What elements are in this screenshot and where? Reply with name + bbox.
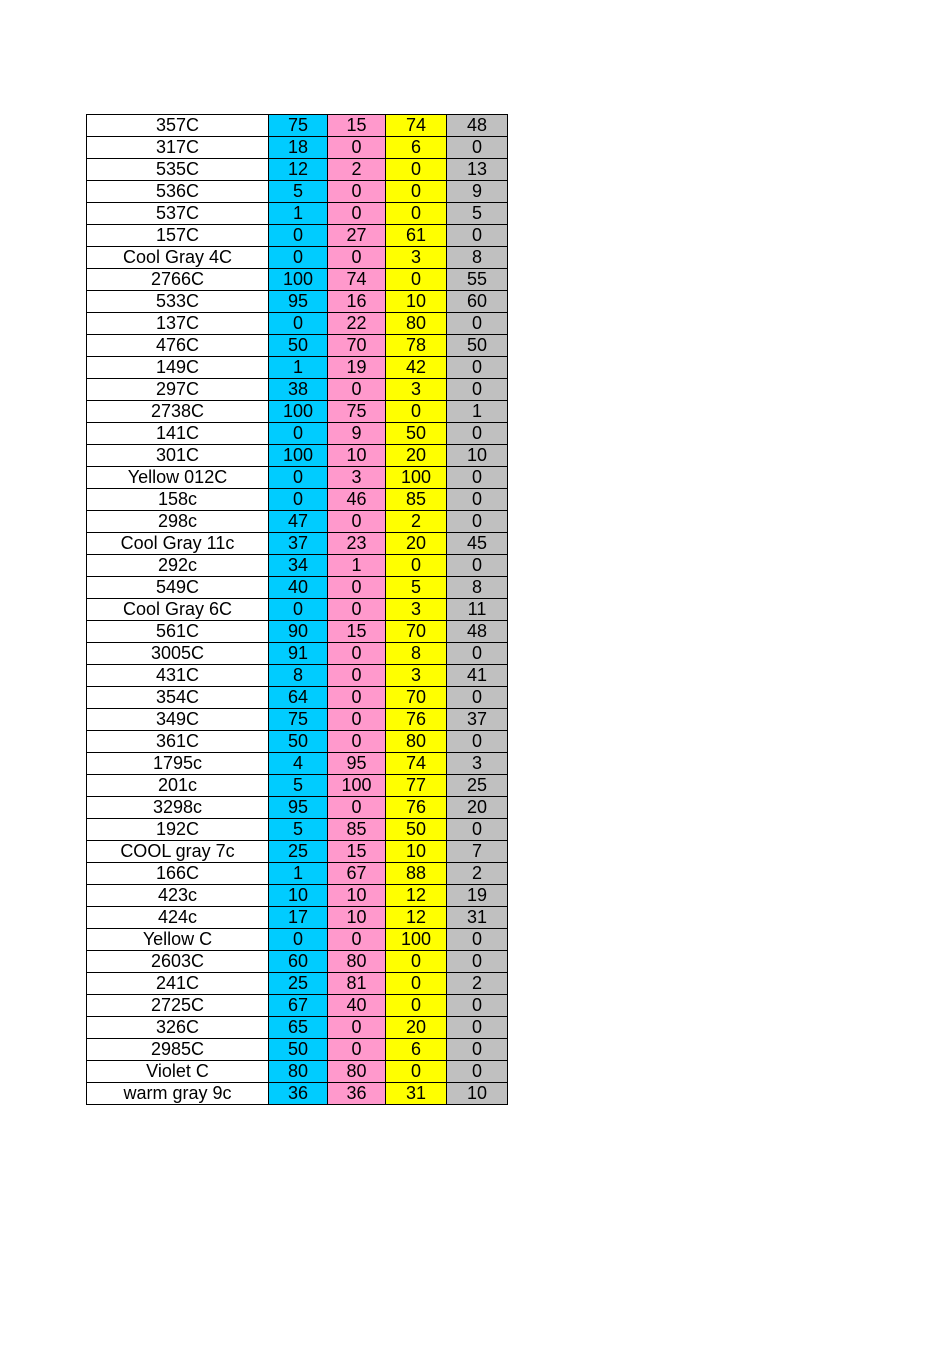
magenta-value-cell: 0 bbox=[328, 1017, 386, 1039]
table-row bbox=[87, 269, 508, 291]
cyan-value-cell: 95 bbox=[269, 291, 328, 313]
yellow-value-cell: 20 bbox=[386, 533, 447, 555]
table-row bbox=[87, 511, 508, 533]
color-name-cell: 301C bbox=[87, 445, 269, 467]
yellow-value-cell: 3 bbox=[386, 247, 447, 269]
magenta-value-cell: 80 bbox=[328, 951, 386, 973]
color-name-cell: 1795c bbox=[87, 753, 269, 775]
table-row bbox=[87, 533, 508, 555]
color-name-cell: 536C bbox=[87, 181, 269, 203]
yellow-value-cell: 12 bbox=[386, 907, 447, 929]
table-row bbox=[87, 137, 508, 159]
cyan-value-cell: 4 bbox=[269, 753, 328, 775]
magenta-value-cell: 40 bbox=[328, 995, 386, 1017]
yellow-value-cell: 100 bbox=[386, 929, 447, 951]
yellow-value-cell: 80 bbox=[386, 731, 447, 753]
table-row bbox=[87, 731, 508, 753]
table-row bbox=[87, 775, 508, 797]
yellow-value-cell: 50 bbox=[386, 423, 447, 445]
cyan-value-cell: 65 bbox=[269, 1017, 328, 1039]
black-value-cell: 0 bbox=[447, 1017, 508, 1039]
black-value-cell: 0 bbox=[447, 137, 508, 159]
black-value-cell: 10 bbox=[447, 1083, 508, 1105]
magenta-value-cell: 67 bbox=[328, 863, 386, 885]
black-value-cell: 41 bbox=[447, 665, 508, 687]
cyan-value-cell: 36 bbox=[269, 1083, 328, 1105]
table-row bbox=[87, 709, 508, 731]
black-value-cell: 0 bbox=[447, 225, 508, 247]
pantone-cmyk-table bbox=[86, 114, 508, 1105]
black-value-cell: 0 bbox=[447, 379, 508, 401]
cyan-value-cell: 50 bbox=[269, 335, 328, 357]
magenta-value-cell: 23 bbox=[328, 533, 386, 555]
color-name-cell: 326C bbox=[87, 1017, 269, 1039]
color-name-cell: warm gray 9c bbox=[87, 1083, 269, 1105]
table-row bbox=[87, 313, 508, 335]
yellow-value-cell: 2 bbox=[386, 511, 447, 533]
color-name-cell: 476C bbox=[87, 335, 269, 357]
table-row bbox=[87, 885, 508, 907]
yellow-value-cell: 31 bbox=[386, 1083, 447, 1105]
table-row bbox=[87, 357, 508, 379]
magenta-value-cell: 15 bbox=[328, 115, 386, 137]
magenta-value-cell: 74 bbox=[328, 269, 386, 291]
magenta-value-cell: 70 bbox=[328, 335, 386, 357]
black-value-cell: 0 bbox=[447, 357, 508, 379]
cyan-value-cell: 0 bbox=[269, 423, 328, 445]
yellow-value-cell: 3 bbox=[386, 379, 447, 401]
color-name-cell: 537C bbox=[87, 203, 269, 225]
color-name-cell: 354C bbox=[87, 687, 269, 709]
cyan-value-cell: 34 bbox=[269, 555, 328, 577]
table-row bbox=[87, 203, 508, 225]
color-name-cell: 423c bbox=[87, 885, 269, 907]
color-name-cell: 292c bbox=[87, 555, 269, 577]
cyan-value-cell: 1 bbox=[269, 863, 328, 885]
table-row bbox=[87, 401, 508, 423]
magenta-value-cell: 0 bbox=[328, 1039, 386, 1061]
yellow-value-cell: 8 bbox=[386, 643, 447, 665]
table-row bbox=[87, 225, 508, 247]
yellow-value-cell: 0 bbox=[386, 555, 447, 577]
table-row bbox=[87, 643, 508, 665]
color-name-cell: 2985C bbox=[87, 1039, 269, 1061]
cyan-value-cell: 0 bbox=[269, 467, 328, 489]
color-name-cell: 533C bbox=[87, 291, 269, 313]
color-name-cell: 317C bbox=[87, 137, 269, 159]
black-value-cell: 0 bbox=[447, 467, 508, 489]
magenta-value-cell: 15 bbox=[328, 621, 386, 643]
table-row bbox=[87, 929, 508, 951]
cyan-value-cell: 25 bbox=[269, 973, 328, 995]
color-name-cell: 535C bbox=[87, 159, 269, 181]
cyan-value-cell: 50 bbox=[269, 731, 328, 753]
magenta-value-cell: 0 bbox=[328, 797, 386, 819]
yellow-value-cell: 76 bbox=[386, 709, 447, 731]
table-row bbox=[87, 907, 508, 929]
cyan-value-cell: 0 bbox=[269, 489, 328, 511]
yellow-value-cell: 80 bbox=[386, 313, 447, 335]
table-row bbox=[87, 665, 508, 687]
color-name-cell: Yellow C bbox=[87, 929, 269, 951]
black-value-cell: 48 bbox=[447, 115, 508, 137]
black-value-cell: 0 bbox=[447, 687, 508, 709]
yellow-value-cell: 85 bbox=[386, 489, 447, 511]
color-name-cell: 137C bbox=[87, 313, 269, 335]
magenta-value-cell: 0 bbox=[328, 731, 386, 753]
yellow-value-cell: 76 bbox=[386, 797, 447, 819]
magenta-value-cell: 0 bbox=[328, 181, 386, 203]
color-name-cell: Cool Gray 6C bbox=[87, 599, 269, 621]
table-row bbox=[87, 973, 508, 995]
table-row bbox=[87, 247, 508, 269]
cyan-value-cell: 25 bbox=[269, 841, 328, 863]
yellow-value-cell: 0 bbox=[386, 203, 447, 225]
black-value-cell: 0 bbox=[447, 643, 508, 665]
color-name-cell: Cool Gray 11c bbox=[87, 533, 269, 555]
magenta-value-cell: 75 bbox=[328, 401, 386, 423]
yellow-value-cell: 0 bbox=[386, 973, 447, 995]
yellow-value-cell: 0 bbox=[386, 951, 447, 973]
table-row bbox=[87, 1083, 508, 1105]
color-name-cell: 141C bbox=[87, 423, 269, 445]
table-row bbox=[87, 797, 508, 819]
color-name-cell: 357C bbox=[87, 115, 269, 137]
table-row bbox=[87, 863, 508, 885]
cyan-value-cell: 100 bbox=[269, 269, 328, 291]
black-value-cell: 0 bbox=[447, 489, 508, 511]
cyan-value-cell: 10 bbox=[269, 885, 328, 907]
magenta-value-cell: 0 bbox=[328, 203, 386, 225]
magenta-value-cell: 19 bbox=[328, 357, 386, 379]
table-row bbox=[87, 1017, 508, 1039]
black-value-cell: 0 bbox=[447, 511, 508, 533]
color-name-cell: COOL gray 7c bbox=[87, 841, 269, 863]
black-value-cell: 0 bbox=[447, 819, 508, 841]
color-name-cell: 3005C bbox=[87, 643, 269, 665]
color-name-cell: 561C bbox=[87, 621, 269, 643]
black-value-cell: 50 bbox=[447, 335, 508, 357]
color-name-cell: 2738C bbox=[87, 401, 269, 423]
table-row bbox=[87, 753, 508, 775]
black-value-cell: 0 bbox=[447, 555, 508, 577]
black-value-cell: 13 bbox=[447, 159, 508, 181]
magenta-value-cell: 27 bbox=[328, 225, 386, 247]
cyan-value-cell: 40 bbox=[269, 577, 328, 599]
yellow-value-cell: 50 bbox=[386, 819, 447, 841]
yellow-value-cell: 3 bbox=[386, 599, 447, 621]
color-name-cell: 549C bbox=[87, 577, 269, 599]
cyan-value-cell: 5 bbox=[269, 775, 328, 797]
magenta-value-cell: 0 bbox=[328, 379, 386, 401]
yellow-value-cell: 0 bbox=[386, 995, 447, 1017]
yellow-value-cell: 100 bbox=[386, 467, 447, 489]
table-row bbox=[87, 335, 508, 357]
table-row bbox=[87, 599, 508, 621]
color-name-cell: 158c bbox=[87, 489, 269, 511]
color-name-cell: 201c bbox=[87, 775, 269, 797]
magenta-value-cell: 85 bbox=[328, 819, 386, 841]
table-row bbox=[87, 555, 508, 577]
yellow-value-cell: 10 bbox=[386, 841, 447, 863]
yellow-value-cell: 42 bbox=[386, 357, 447, 379]
color-name-cell: 361C bbox=[87, 731, 269, 753]
yellow-value-cell: 0 bbox=[386, 269, 447, 291]
cyan-value-cell: 37 bbox=[269, 533, 328, 555]
yellow-value-cell: 74 bbox=[386, 115, 447, 137]
magenta-value-cell: 0 bbox=[328, 511, 386, 533]
yellow-value-cell: 0 bbox=[386, 159, 447, 181]
color-name-cell: 2603C bbox=[87, 951, 269, 973]
yellow-value-cell: 74 bbox=[386, 753, 447, 775]
color-name-cell: 431C bbox=[87, 665, 269, 687]
color-name-cell: 3298c bbox=[87, 797, 269, 819]
cyan-value-cell: 91 bbox=[269, 643, 328, 665]
cyan-value-cell: 5 bbox=[269, 819, 328, 841]
cyan-value-cell: 67 bbox=[269, 995, 328, 1017]
yellow-value-cell: 70 bbox=[386, 687, 447, 709]
yellow-value-cell: 0 bbox=[386, 1061, 447, 1083]
magenta-value-cell: 10 bbox=[328, 907, 386, 929]
color-name-cell: Violet C bbox=[87, 1061, 269, 1083]
cyan-value-cell: 0 bbox=[269, 599, 328, 621]
yellow-value-cell: 61 bbox=[386, 225, 447, 247]
magenta-value-cell: 0 bbox=[328, 577, 386, 599]
color-name-cell: 166C bbox=[87, 863, 269, 885]
cyan-value-cell: 50 bbox=[269, 1039, 328, 1061]
cyan-value-cell: 18 bbox=[269, 137, 328, 159]
color-name-cell: Yellow 012C bbox=[87, 467, 269, 489]
magenta-value-cell: 81 bbox=[328, 973, 386, 995]
table-row bbox=[87, 621, 508, 643]
cyan-value-cell: 100 bbox=[269, 401, 328, 423]
yellow-value-cell: 20 bbox=[386, 445, 447, 467]
magenta-value-cell: 0 bbox=[328, 599, 386, 621]
yellow-value-cell: 6 bbox=[386, 1039, 447, 1061]
black-value-cell: 9 bbox=[447, 181, 508, 203]
cyan-value-cell: 5 bbox=[269, 181, 328, 203]
cyan-value-cell: 90 bbox=[269, 621, 328, 643]
black-value-cell: 55 bbox=[447, 269, 508, 291]
color-name-cell: 2725C bbox=[87, 995, 269, 1017]
black-value-cell: 0 bbox=[447, 995, 508, 1017]
cyan-value-cell: 38 bbox=[269, 379, 328, 401]
black-value-cell: 7 bbox=[447, 841, 508, 863]
color-name-cell: Cool Gray 4C bbox=[87, 247, 269, 269]
color-name-cell: 298c bbox=[87, 511, 269, 533]
table-row bbox=[87, 841, 508, 863]
yellow-value-cell: 88 bbox=[386, 863, 447, 885]
magenta-value-cell: 36 bbox=[328, 1083, 386, 1105]
yellow-value-cell: 77 bbox=[386, 775, 447, 797]
black-value-cell: 11 bbox=[447, 599, 508, 621]
magenta-value-cell: 1 bbox=[328, 555, 386, 577]
black-value-cell: 8 bbox=[447, 577, 508, 599]
black-value-cell: 0 bbox=[447, 929, 508, 951]
black-value-cell: 3 bbox=[447, 753, 508, 775]
table-row bbox=[87, 1039, 508, 1061]
yellow-value-cell: 5 bbox=[386, 577, 447, 599]
color-name-cell: 2766C bbox=[87, 269, 269, 291]
magenta-value-cell: 46 bbox=[328, 489, 386, 511]
cyan-value-cell: 64 bbox=[269, 687, 328, 709]
black-value-cell: 2 bbox=[447, 973, 508, 995]
magenta-value-cell: 0 bbox=[328, 929, 386, 951]
magenta-value-cell: 0 bbox=[328, 665, 386, 687]
cyan-value-cell: 95 bbox=[269, 797, 328, 819]
magenta-value-cell: 2 bbox=[328, 159, 386, 181]
cyan-value-cell: 47 bbox=[269, 511, 328, 533]
color-name-cell: 297C bbox=[87, 379, 269, 401]
magenta-value-cell: 100 bbox=[328, 775, 386, 797]
cyan-value-cell: 0 bbox=[269, 247, 328, 269]
black-value-cell: 20 bbox=[447, 797, 508, 819]
black-value-cell: 1 bbox=[447, 401, 508, 423]
cyan-value-cell: 0 bbox=[269, 225, 328, 247]
black-value-cell: 0 bbox=[447, 731, 508, 753]
magenta-value-cell: 0 bbox=[328, 687, 386, 709]
cyan-value-cell: 80 bbox=[269, 1061, 328, 1083]
yellow-value-cell: 10 bbox=[386, 291, 447, 313]
magenta-value-cell: 9 bbox=[328, 423, 386, 445]
magenta-value-cell: 0 bbox=[328, 643, 386, 665]
table-row bbox=[87, 1061, 508, 1083]
table-row bbox=[87, 951, 508, 973]
black-value-cell: 37 bbox=[447, 709, 508, 731]
table-row bbox=[87, 291, 508, 313]
yellow-value-cell: 0 bbox=[386, 181, 447, 203]
table-row bbox=[87, 379, 508, 401]
black-value-cell: 25 bbox=[447, 775, 508, 797]
cyan-value-cell: 8 bbox=[269, 665, 328, 687]
black-value-cell: 0 bbox=[447, 423, 508, 445]
black-value-cell: 0 bbox=[447, 1039, 508, 1061]
black-value-cell: 0 bbox=[447, 313, 508, 335]
yellow-value-cell: 3 bbox=[386, 665, 447, 687]
table-row bbox=[87, 115, 508, 137]
black-value-cell: 19 bbox=[447, 885, 508, 907]
table-row bbox=[87, 819, 508, 841]
table-row bbox=[87, 445, 508, 467]
magenta-value-cell: 0 bbox=[328, 247, 386, 269]
cyan-value-cell: 0 bbox=[269, 313, 328, 335]
black-value-cell: 10 bbox=[447, 445, 508, 467]
table-body bbox=[87, 115, 508, 1105]
magenta-value-cell: 0 bbox=[328, 709, 386, 731]
cyan-value-cell: 12 bbox=[269, 159, 328, 181]
cyan-value-cell: 100 bbox=[269, 445, 328, 467]
black-value-cell: 45 bbox=[447, 533, 508, 555]
magenta-value-cell: 10 bbox=[328, 445, 386, 467]
magenta-value-cell: 95 bbox=[328, 753, 386, 775]
table-row bbox=[87, 181, 508, 203]
table-row bbox=[87, 423, 508, 445]
cyan-value-cell: 17 bbox=[269, 907, 328, 929]
magenta-value-cell: 3 bbox=[328, 467, 386, 489]
black-value-cell: 0 bbox=[447, 951, 508, 973]
yellow-value-cell: 70 bbox=[386, 621, 447, 643]
magenta-value-cell: 0 bbox=[328, 137, 386, 159]
yellow-value-cell: 78 bbox=[386, 335, 447, 357]
yellow-value-cell: 12 bbox=[386, 885, 447, 907]
yellow-value-cell: 0 bbox=[386, 401, 447, 423]
magenta-value-cell: 80 bbox=[328, 1061, 386, 1083]
black-value-cell: 60 bbox=[447, 291, 508, 313]
table-row bbox=[87, 687, 508, 709]
color-name-cell: 241C bbox=[87, 973, 269, 995]
color-name-cell: 157C bbox=[87, 225, 269, 247]
color-name-cell: 424c bbox=[87, 907, 269, 929]
cyan-value-cell: 1 bbox=[269, 203, 328, 225]
yellow-value-cell: 20 bbox=[386, 1017, 447, 1039]
table-row bbox=[87, 577, 508, 599]
black-value-cell: 31 bbox=[447, 907, 508, 929]
cyan-value-cell: 0 bbox=[269, 929, 328, 951]
cyan-value-cell: 1 bbox=[269, 357, 328, 379]
cyan-value-cell: 60 bbox=[269, 951, 328, 973]
black-value-cell: 0 bbox=[447, 1061, 508, 1083]
table-row bbox=[87, 489, 508, 511]
color-name-cell: 192C bbox=[87, 819, 269, 841]
black-value-cell: 2 bbox=[447, 863, 508, 885]
magenta-value-cell: 22 bbox=[328, 313, 386, 335]
yellow-value-cell: 6 bbox=[386, 137, 447, 159]
black-value-cell: 8 bbox=[447, 247, 508, 269]
color-name-cell: 149C bbox=[87, 357, 269, 379]
table-row bbox=[87, 995, 508, 1017]
table-row bbox=[87, 467, 508, 489]
magenta-value-cell: 15 bbox=[328, 841, 386, 863]
magenta-value-cell: 16 bbox=[328, 291, 386, 313]
table-row bbox=[87, 159, 508, 181]
cyan-value-cell: 75 bbox=[269, 115, 328, 137]
cyan-value-cell: 75 bbox=[269, 709, 328, 731]
magenta-value-cell: 10 bbox=[328, 885, 386, 907]
color-name-cell: 349C bbox=[87, 709, 269, 731]
black-value-cell: 48 bbox=[447, 621, 508, 643]
black-value-cell: 5 bbox=[447, 203, 508, 225]
